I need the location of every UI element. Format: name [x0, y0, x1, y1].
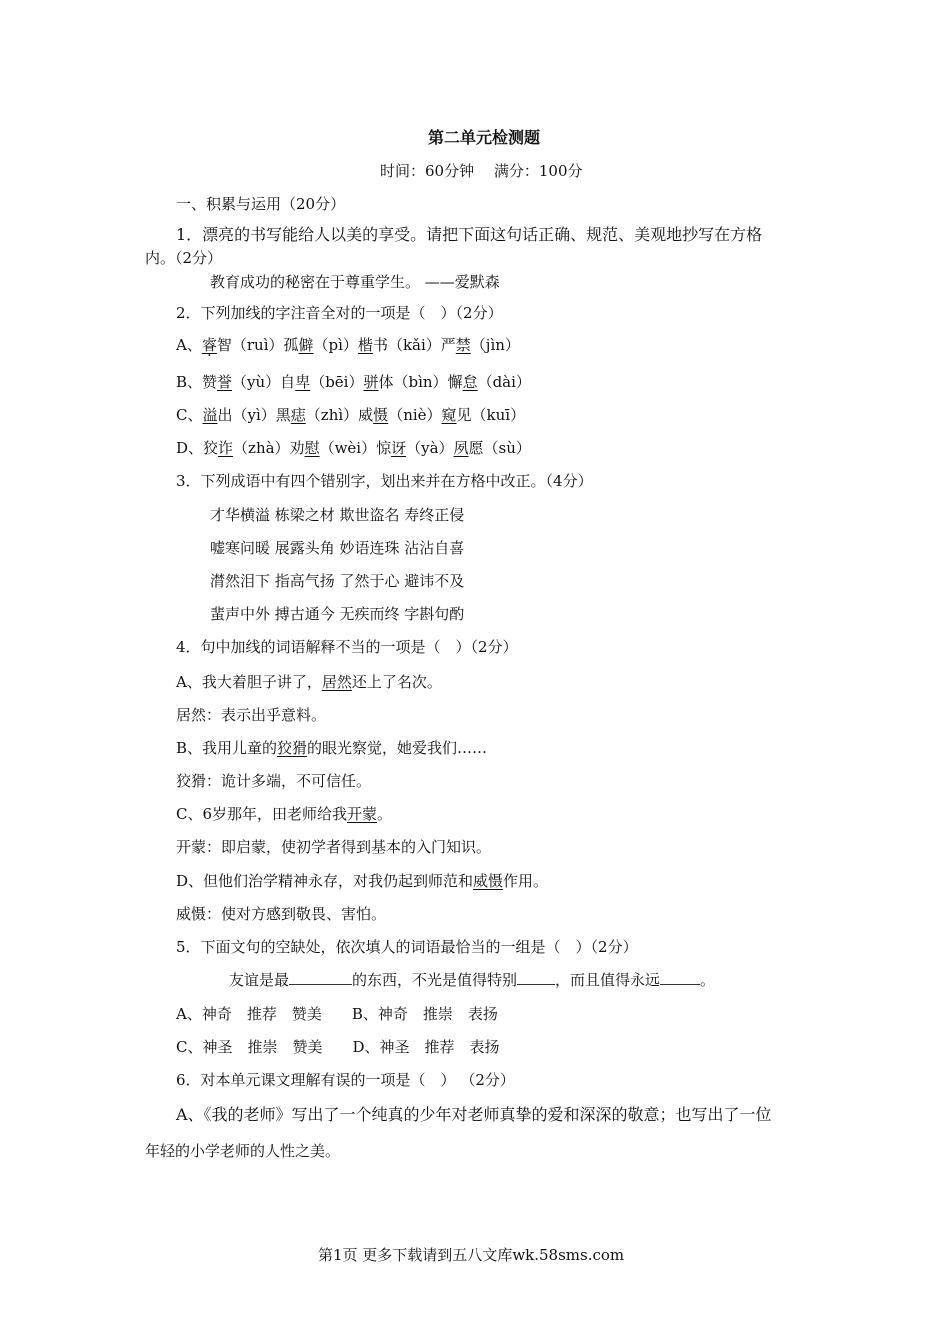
question-4-explanation-a: 居然：表示出乎意料。 [176, 706, 327, 724]
question-6-stem: 6．对本单元课文理解有误的一项是（ ） （2分） [176, 1071, 515, 1089]
idiom-row: 嘘寒问暖 展露头角 妙语连珠 沾沾自喜 [210, 539, 465, 557]
underlined-char: 禁 [455, 336, 471, 354]
underlined-char: 诈 [218, 439, 234, 457]
page-footer: 第1页 更多下载请到五八文库wk.58sms.com [318, 1246, 625, 1264]
question-4-option-c: C、6岁那年，田老师给我开蒙。 [176, 805, 393, 823]
question-5-options-row-1: A、神奇 推荐 赞美 B、神奇 推崇 表扬 [176, 1005, 498, 1023]
question-2-option-b: B、赞誉（yù）自卑（bēi）骈体（bìn）懈怠（dài） [176, 373, 531, 391]
underlined-char: 慑 [373, 406, 389, 424]
underlined-word: 开蒙 [347, 805, 378, 823]
fill-blank [517, 970, 555, 985]
question-2-option-c: C、溢出（yì）黑痣（zhì）威慑（niè）窥见（kuī） [176, 406, 526, 424]
underlined-char: 痣 [290, 406, 306, 424]
question-3-stem: 3．下列成语中有四个错别字，划出来并在方格中改正。（4分） [176, 472, 593, 490]
question-2-stem: 2．下列加线的字注音全对的一项是（ ）（2分） [176, 304, 503, 322]
question-4-explanation-b: 狡猾：诡计多端，不可信任。 [176, 772, 372, 790]
question-6-option-a-line-2: 年轻的小学老师的人性之美。 [145, 1142, 341, 1160]
underlined-word: 居然 [321, 673, 352, 691]
idiom-row: 潸然泪下 指高气扬 了然于心 避讳不及 [210, 572, 465, 590]
section-heading: 一、积累与运用（20分） [176, 195, 346, 213]
idiom-row: 蜚声中外 搏古通今 无疾而终 字斟句酌 [210, 605, 465, 623]
underlined-char: 夙 [453, 439, 469, 457]
question-2-option-a: A、睿智（ruì）孤僻（pì）楷书（kǎi）严禁（jìn） [176, 336, 520, 354]
fill-blank [660, 970, 700, 985]
idiom-row: 才华横溢 栋梁之材 欺世盗名 寿终正侵 [210, 506, 465, 524]
question-1-line-2: 内。（2分） [145, 249, 223, 267]
page-title: 第二单元检测题 [428, 128, 541, 147]
underlined-char: 溢 [202, 406, 218, 424]
underlined-word: 威慑 [473, 872, 504, 890]
fill-blank [289, 970, 352, 985]
underlined-char: 怠 [462, 373, 478, 391]
underlined-char: 僻 [298, 336, 314, 354]
question-5-stem: 5．下面文句的空缺处，依次填人的词语最恰当的一组是（ ）（2分） [176, 938, 638, 956]
question-4-stem: 4．句中加线的词语解释不当的一项是（ ）（2分） [176, 638, 518, 656]
question-4-explanation-d: 威慑：使对方感到敬畏、害怕。 [176, 905, 387, 923]
underlined-char: 骈 [363, 373, 379, 391]
underlined-char: 讶 [391, 439, 407, 457]
question-4-option-a: A、我大着胆子讲了，居然还上了名次。 [176, 673, 442, 691]
question-4-explanation-c: 开蒙：即启蒙，使初学者得到基本的入门知识。 [176, 838, 492, 856]
underlined-word: 狡猾 [277, 739, 308, 757]
question-5-options-row-2: C、神圣 推崇 赞美 D、神圣 推荐 表扬 [176, 1038, 500, 1056]
question-1-quote: 教育成功的秘密在于尊重学生。 ——爱默森 [210, 273, 500, 291]
question-6-option-a-line-1: A、《我的老师》写出了一个纯真的少年对老师真挚的爱和深深的敬意；也写出了一位 [176, 1105, 772, 1124]
question-5-sentence: 友谊是最 的东西，不光是值得特别 ，而且值得永远 。 [229, 971, 716, 989]
question-4-option-d: D、但他们治学精神永存，对我仍起到师范和威慑作用。 [176, 872, 549, 890]
underlined-char: 睿 [201, 336, 217, 354]
underlined-char: 卑 [295, 373, 311, 391]
underlined-char: 楷 [357, 336, 373, 354]
question-4-option-b: B、我用儿童的狡猾的眼光察觉，她爱我们…… [176, 739, 488, 757]
underlined-char: 誉 [217, 373, 233, 391]
underlined-char: 慰 [304, 439, 320, 457]
exam-meta: 时间：60分钟 满分：100分 [380, 162, 583, 180]
underlined-char: 窥 [441, 406, 457, 424]
question-2-option-d: D、狡诈（zhà）劝慰（wèi）惊讶（yà）夙愿（sù） [176, 439, 531, 457]
question-1-line-1: 1．漂亮的书写能给人以美的享受。请把下面这句话正确、规范、美观地抄写在方格 [176, 225, 763, 244]
